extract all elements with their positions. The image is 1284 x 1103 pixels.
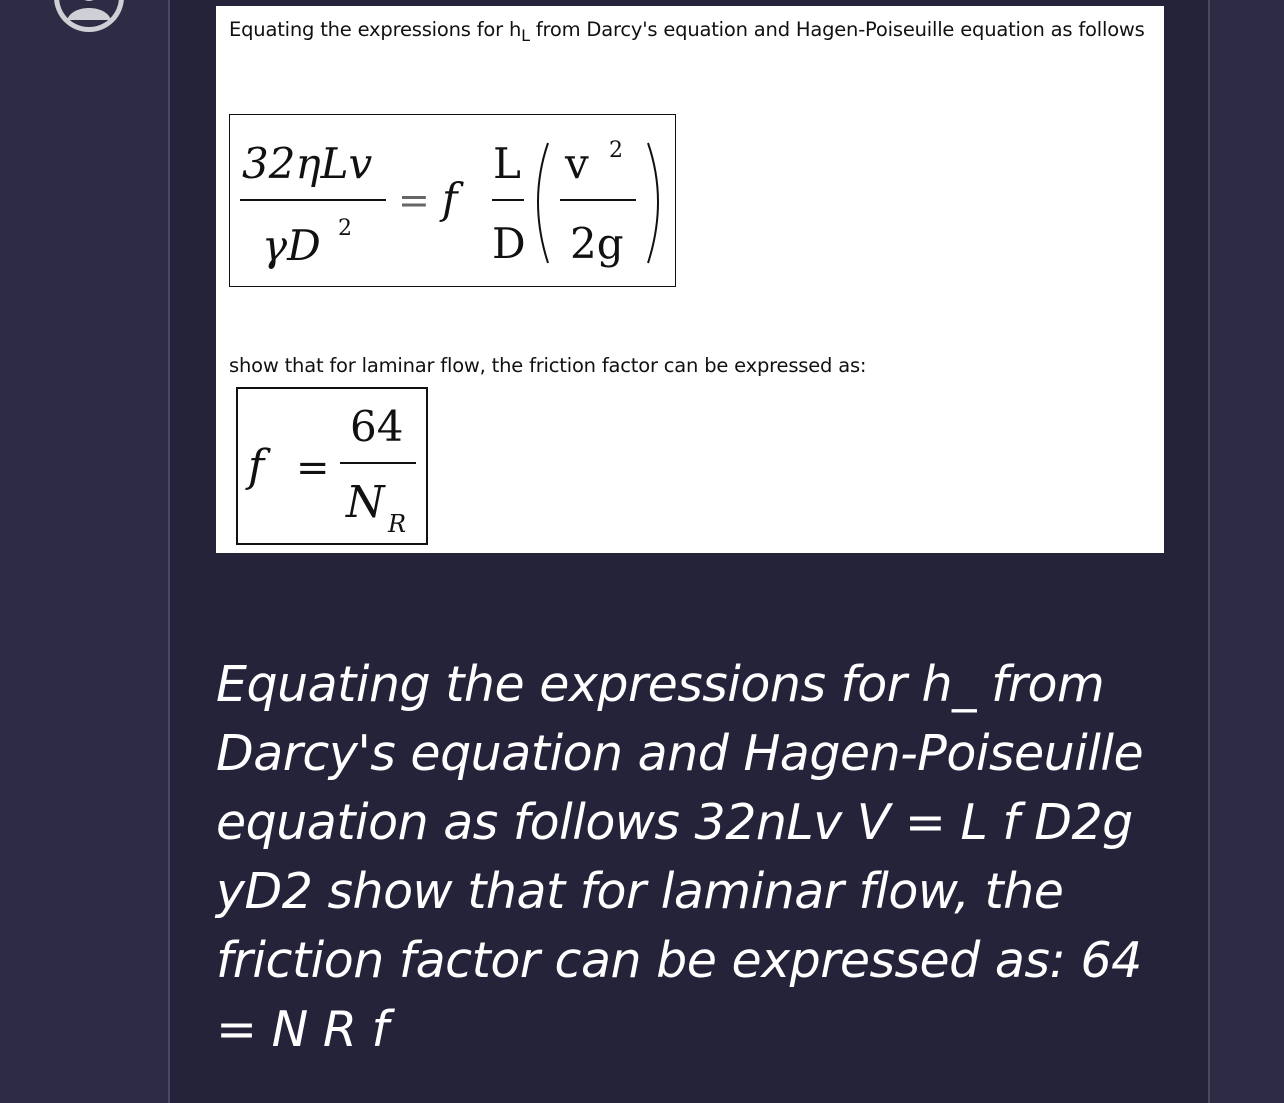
friction-factor-symbol: f — [442, 174, 458, 223]
frac-D: D — [492, 219, 526, 268]
eq2-subscript: R — [388, 510, 407, 538]
equals-sign: = — [398, 178, 430, 222]
eq2-equals: = — [296, 445, 330, 491]
darcy-hagen-equation — [229, 114, 676, 287]
user-avatar-icon[interactable] — [52, 0, 126, 34]
lhs-exponent: 2 — [338, 216, 352, 241]
lhs-numerator: 32ηLv — [242, 139, 373, 188]
v-exponent: 2 — [609, 138, 623, 163]
left-rail — [0, 0, 168, 1103]
frac-v: v — [565, 139, 589, 188]
question-image — [216, 6, 1164, 553]
eq2-f: f — [248, 441, 265, 492]
lhs-denominator: γD — [262, 221, 321, 270]
friction-factor-equation — [236, 387, 428, 545]
question-prompt-text: show that for laminar flow, the friction factor can be expressed as: — [229, 354, 867, 377]
question-transcription-text: Equating the expressions for h_ from Darcy's equation and Hagen-Poiseuille equation as follows 32nLv V = L f D2g yD2 show that for laminar flow, the friction factor can be expressed as: 64 = N R f — [216, 656, 1144, 1058]
frac-L: L — [493, 139, 521, 188]
question-intro-text: Equating the expressions for $h_L$ from Darcy's equation and Hagen-Poiseuille equation as follows — [229, 18, 1145, 45]
eq2-denominator: N — [346, 477, 385, 528]
frac-2g: 2g — [570, 219, 624, 268]
eq2-numerator: 64 — [350, 402, 404, 451]
right-rail — [1210, 0, 1284, 1103]
